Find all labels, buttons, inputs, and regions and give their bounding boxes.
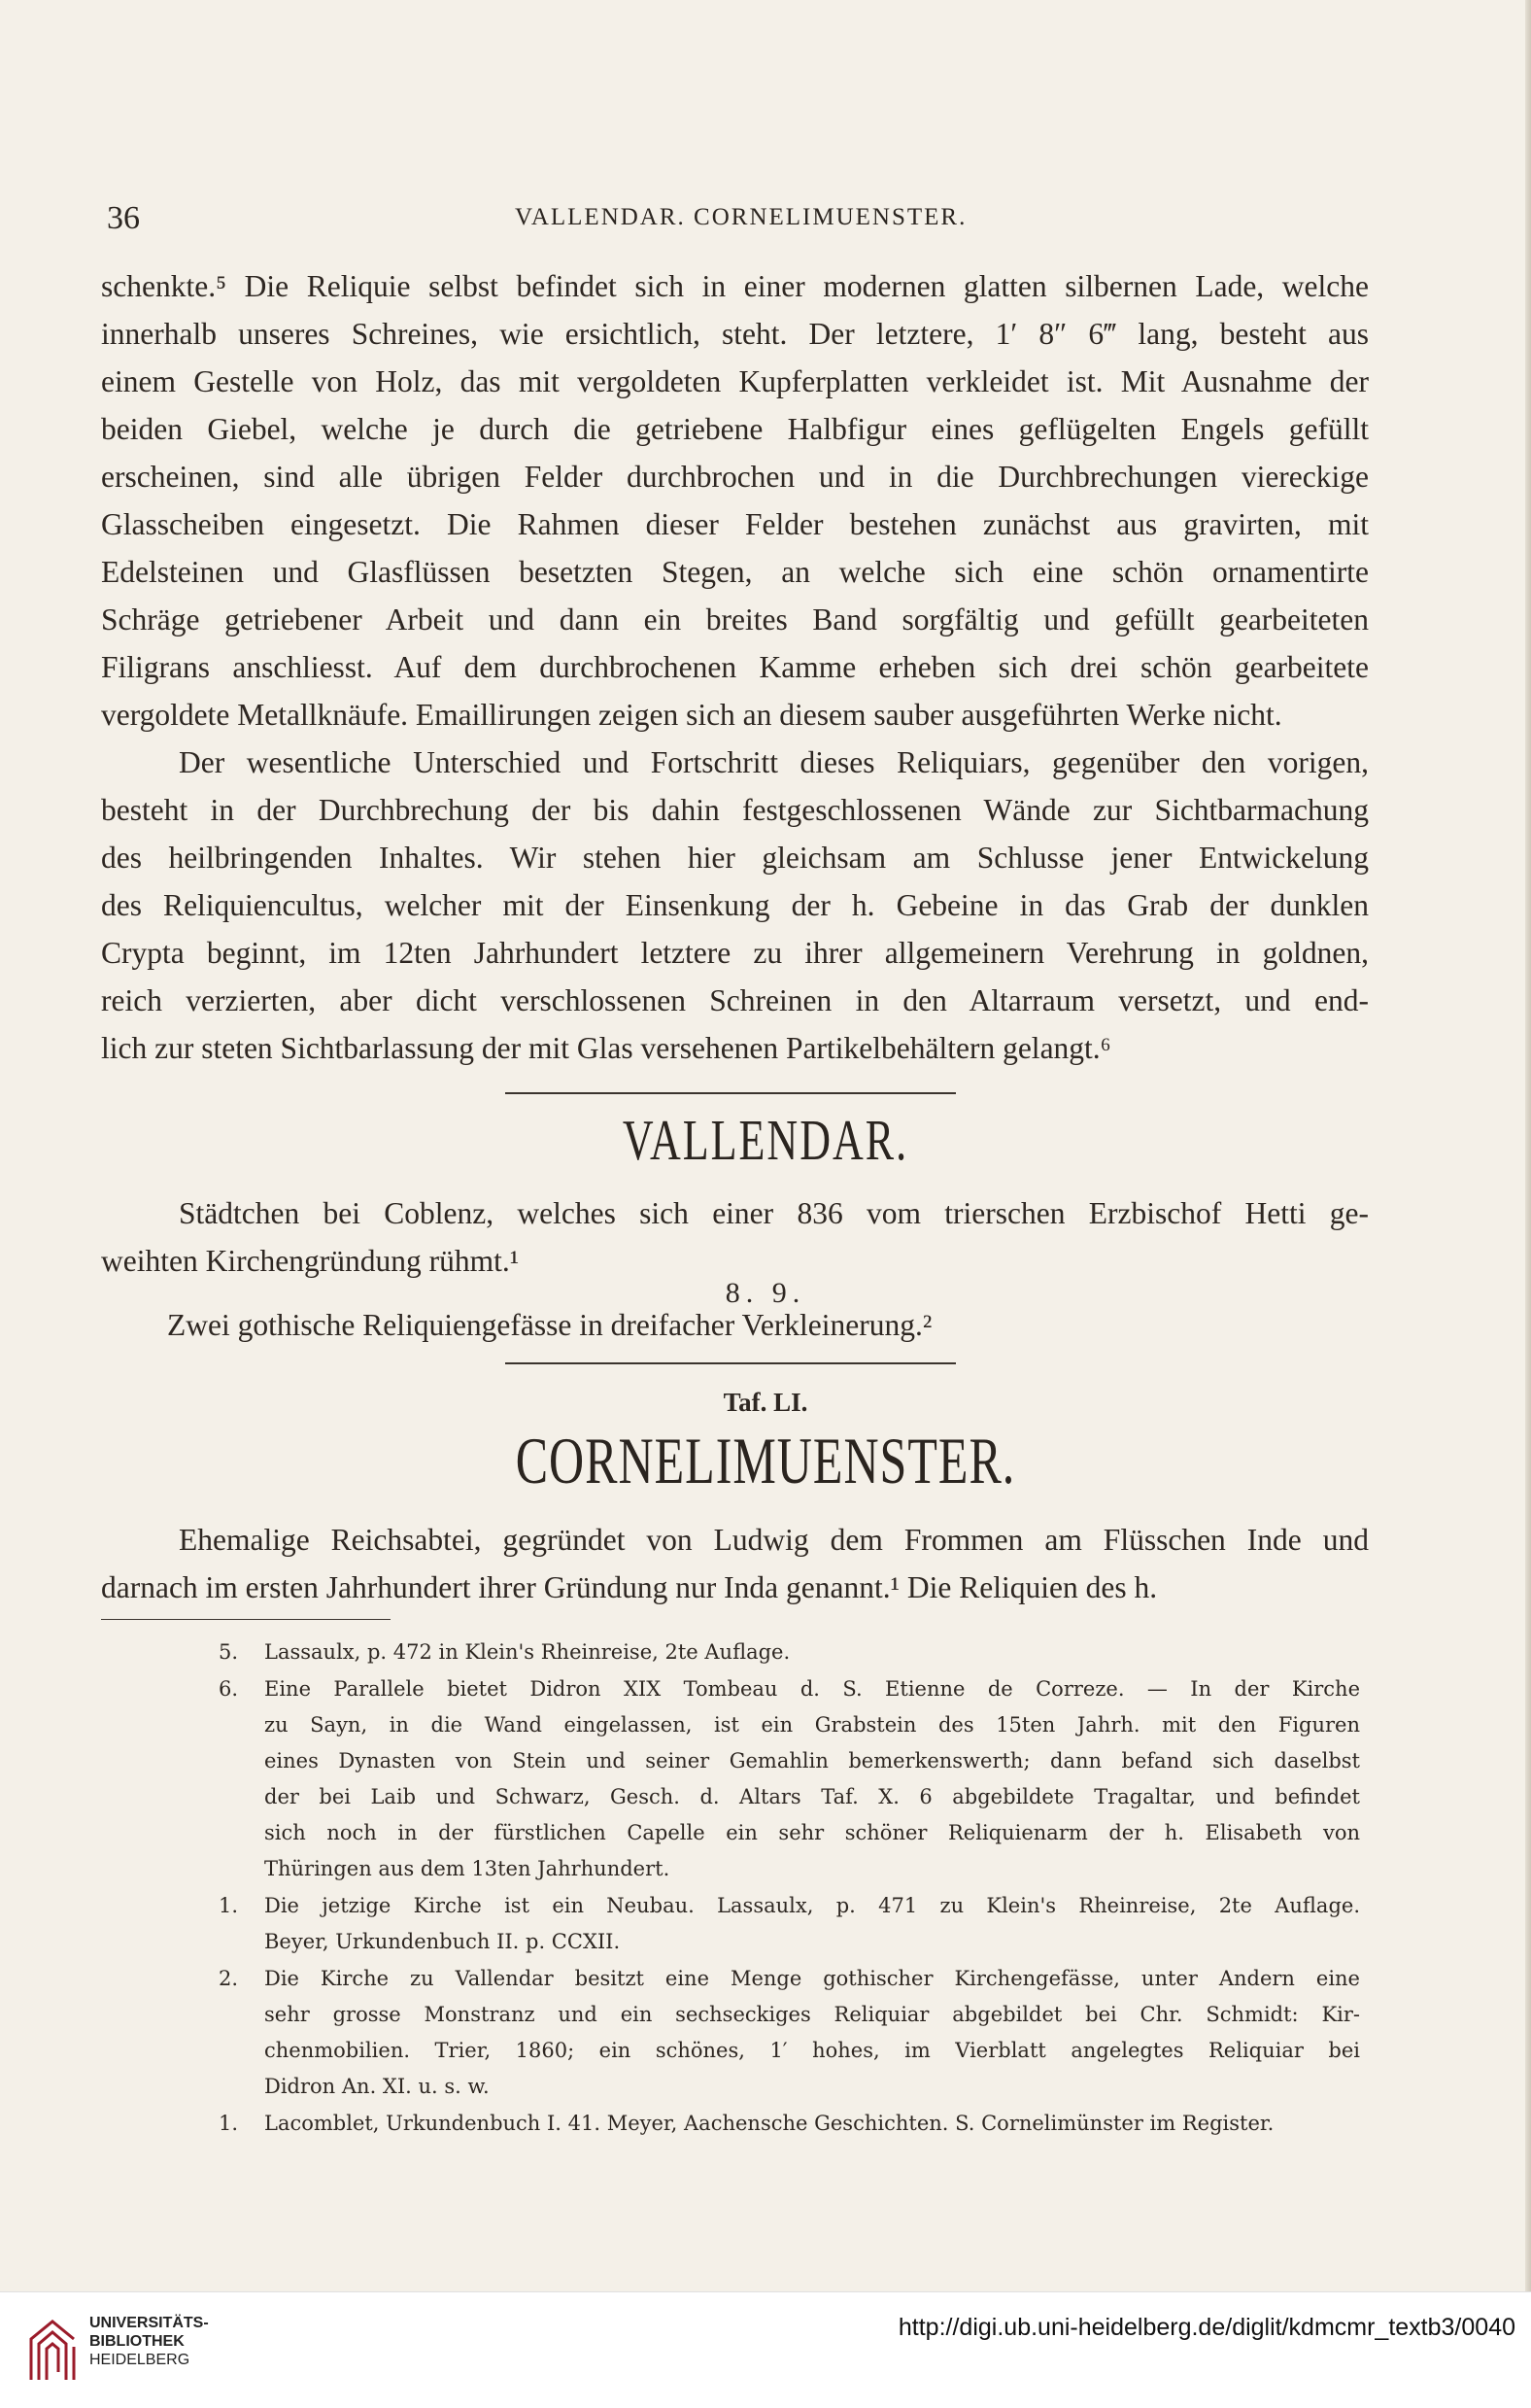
paragraph-cornelimuenster bbox=[101, 1516, 1369, 1611]
text-line: des Reliquiencultus, welcher mit der Einsenkung der h. Gebeine in das Grab der dunklen bbox=[101, 888, 1369, 922]
footnote bbox=[219, 1888, 1360, 1960]
footnote bbox=[219, 1634, 1360, 1670]
footnote-line: eines Dynasten von Stein und seiner Gemahlin bemerkenswerth; dann befand sich daselbst bbox=[264, 1749, 1360, 1772]
footnote-line: chenmobilien. Trier, 1860; ein schönes, 1′ hohes, im Vierblatt angelegtes Reliquiar bei bbox=[264, 2039, 1360, 2062]
text-line: Filigrans anschliesst. Auf dem durchbrochenen Kamme erheben sich drei schön gearbeitete bbox=[101, 650, 1369, 684]
footer-bar bbox=[0, 2291, 1531, 2408]
footnote-line: Lassaulx, p. 472 in Klein's Rheinreise, 2te Auflage. bbox=[264, 1640, 791, 1664]
paragraph-text bbox=[101, 1189, 1369, 1285]
footnote-number: 1. bbox=[219, 2112, 239, 2135]
text-line: reich verzierten, aber dicht verschlossenen Schreinen in den Altarraum versetzt, und end- bbox=[101, 983, 1369, 1017]
text-line: Crypta beginnt, im 12ten Jahrhundert letztere zu ihrer allgemeinern Verehrung in goldnen, bbox=[101, 936, 1369, 970]
text-line: weihten Kirchengründung rühmt.¹ bbox=[101, 1244, 520, 1278]
footnote-line: sehr grosse Monstranz und ein sechseckiges Reliquiar abgebildet bei Chr. Schmidt: Kir- bbox=[264, 2003, 1360, 2026]
ub-heidelberg-logo-icon[interactable] bbox=[23, 2312, 82, 2390]
footnote-number: 1. bbox=[219, 1894, 239, 1917]
footnote bbox=[219, 1961, 1360, 2105]
text-line: darnach im ersten Jahrhundert ihrer Gründung nur Inda genannt.¹ Die Reliquien des h. bbox=[101, 1570, 1158, 1604]
footnote-line: Die jetzige Kirche ist ein Neubau. Lassaulx, p. 471 zu Klein's Rheinreise, 2te Auflage. bbox=[264, 1894, 1360, 1917]
footnote bbox=[219, 2106, 1360, 2142]
figure-caption: Zwei gothische Reliquiengefässe in dreifacher Verkleinerung.² bbox=[167, 1308, 933, 1342]
footnote-line: Didron An. XI. u. s. w. bbox=[264, 2075, 490, 2098]
text-line: Glasscheiben eingesetzt. Die Rahmen dieser Felder bestehen zunächst aus gravirten, mit bbox=[101, 507, 1369, 541]
section-title-cornelimuenster: CORNELIMUENSTER. bbox=[515, 1424, 1016, 1497]
footnote-line: zu Sayn, in die Wand eingelassen, ist ein Grabstein des 15ten Jahrh. mit den Figuren bbox=[264, 1713, 1360, 1737]
text-line: Städtchen bei Coblenz, welches sich einer 836 vom trierschen Erzbischof Hetti ge- bbox=[179, 1196, 1369, 1230]
library-name bbox=[89, 2314, 209, 2369]
footnote-line: Die Kirche zu Vallendar besitzt eine Menge gothischer Kirchengefässe, unter Andern eine bbox=[264, 1967, 1360, 1990]
running-head bbox=[107, 200, 1366, 239]
section-divider bbox=[505, 1362, 956, 1364]
text-line: beiden Giebel, welche je durch die getriebene Halbfigur eines geflügelten Engels gefüllt bbox=[101, 412, 1369, 446]
text-line: des heilbringenden Inhaltes. Wir stehen hier gleichsam am Schlusse jener Entwickelung bbox=[101, 841, 1369, 875]
text-line: Der wesentliche Unterschied und Fortschritt dieses Reliquiars, gegenüber den vorigen, bbox=[179, 745, 1369, 779]
paragraph-reliquary-description bbox=[101, 262, 1369, 739]
text-line: erscheinen, sind alle übrigen Felder durchbrochen und in die Durchbrechungen viereckige bbox=[101, 460, 1369, 494]
footnote-line: der bei Laib und Schwarz, Gesch. d. Altars Taf. X. 6 abgebildete Tragaltar, und befindet bbox=[264, 1785, 1360, 1808]
footnote-line: Eine Parallele bietet Didron XIX Tombeau d. S. Etienne de Correze. — In der Kirche bbox=[264, 1677, 1360, 1701]
text-line: innerhalb unseres Schreines, wie ersichtlich, steht. Der letztere, 1′ 8″ 6‴ lang, besteht aus bbox=[101, 317, 1369, 351]
section-title-vallendar: VALLENDAR. bbox=[622, 1108, 909, 1173]
text-line: schenkte.⁵ Die Reliquie selbst befindet sich in einer modernen glatten silbernen Lade, welche bbox=[101, 269, 1369, 303]
footnote-line: Lacomblet, Urkundenbuch I. 41. Meyer, Aachensche Geschichten. S. Cornelimünster im Register. bbox=[264, 2112, 1275, 2135]
footnote-line: Beyer, Urkundenbuch II. p. CCXII. bbox=[264, 1930, 621, 1953]
text-line: lich zur steten Sichtbarlassung der mit Glas versehenen Partikelbehältern gelangt.⁶ bbox=[101, 1031, 1111, 1065]
footnote-number: 6. bbox=[219, 1677, 239, 1701]
footnote bbox=[219, 1671, 1360, 1887]
footnotes bbox=[219, 1634, 1360, 2143]
footnote-rule bbox=[101, 1619, 391, 1620]
figure-numbers: 8. 9. bbox=[725, 1277, 806, 1309]
footnote-number: 2. bbox=[219, 1967, 239, 1990]
section-divider bbox=[505, 1092, 956, 1094]
paragraph-text bbox=[101, 1516, 1369, 1611]
text-line: vergoldete Metallknäufe. Emaillirungen zeigen sich an diesem sauber ausgeführten Werke nicht. bbox=[101, 698, 1282, 732]
running-title: VALLENDAR. CORNELIMUENSTER. bbox=[515, 204, 968, 230]
footnote-line: Thüringen aus dem 13ten Jahrhundert. bbox=[264, 1857, 670, 1880]
paragraph-text bbox=[101, 739, 1369, 1072]
text-line: Edelsteinen und Glasflüssen besetzten Stegen, an welche sich eine schön ornamentirte bbox=[101, 555, 1369, 589]
library-name-line1: UNIVERSITÄTS- bbox=[89, 2315, 209, 2331]
page-number: 36 bbox=[107, 200, 140, 236]
paragraph-development bbox=[101, 739, 1369, 1072]
footnote-number: 5. bbox=[219, 1640, 239, 1664]
plate-number: Taf. LI. bbox=[723, 1388, 808, 1417]
paragraph-text bbox=[101, 262, 1369, 739]
text-line: Schräge getriebener Arbeit und dann ein breites Band sorgfältig und gefüllt gearbeiteten bbox=[101, 602, 1369, 636]
footnote-line: sich noch in der fürstlichen Capelle ein sehr schöner Reliquienarm der h. Elisabeth von bbox=[264, 1821, 1360, 1844]
library-name-line2: BIBLIOTHEK bbox=[89, 2333, 185, 2350]
paragraph-vallendar bbox=[101, 1189, 1369, 1285]
library-name-line3: HEIDELBERG bbox=[89, 2352, 190, 2368]
source-url-link[interactable]: http://digi.ub.uni-heidelberg.de/diglit/kdmcmr_textb3/0040 bbox=[898, 2314, 1515, 2341]
text-line: Ehemalige Reichsabtei, gegründet von Ludwig dem Frommen am Flüsschen Inde und bbox=[179, 1523, 1369, 1557]
text-line: einem Gestelle von Holz, das mit vergoldeten Kupferplatten verkleidet ist. Mit Ausnahme der bbox=[101, 364, 1369, 398]
text-line: besteht in der Durchbrechung der bis dahin festgeschlossenen Wände zur Sichtbarmachung bbox=[101, 793, 1369, 827]
